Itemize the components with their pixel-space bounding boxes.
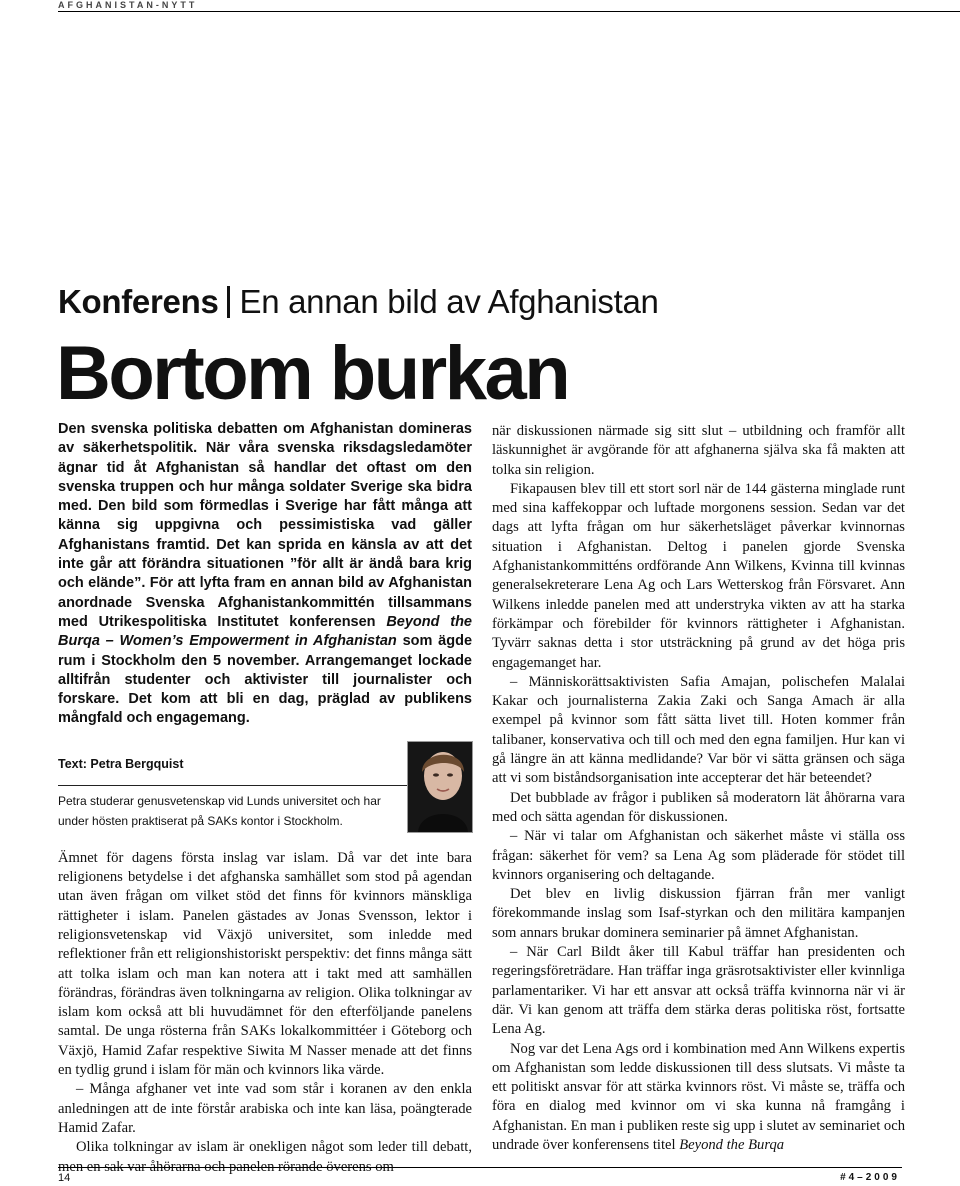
paragraph: Det blev en livlig diskussion fjärran från mer vanligt förekommande inslag som Isaf-styrkan och den militära kampanjen som annars brukar dominera seminarier på ämnet Afghanistan.: [492, 886, 905, 941]
right-column: [492, 422, 905, 1155]
article-kicker: [58, 280, 918, 324]
author-photo: [407, 741, 473, 833]
paragraph: Fikapausen blev till ett stort sorl när de 144 gästerna minglade runt med sina kaffekoppar och luftade morgonens session. Sedan var det dags att lyfta frågan om hur säkerhetsläget påverkar kvinnornas situation i Afghanistan. Deltog i panelen gjorde Svenska Afghanistankommitténs ordförande Ann Wilkens, Kvinna till kvinnas generalsekreterare Lena Ag och Lars Wetterskog från Försvaret. Ann Wilkens inledde panelen med att understryka vikten av att ha starka förkämpar och förebilder för kvinnors rättigheter i Afghanistan. Tyvärr saknas detta i stor utsträckning på grund av det höga pris engagemanget har.: [492, 480, 905, 671]
paragraph: – Människorättsaktivisten Safia Amajan, polischefen Malalai Kakar och journalisterna Zakia Zaki och Sanga Amach är alla exempel på kvinnor som fått sätta livet till. Hoten kommer från talibaner, konservativa och till och med den egna familjen. Hur kan vi gå längre än att känna medlidande? Var bör vi sätta gränsen och säga att vi som biståndsorganisation inte accepterar det här beteendet?: [492, 673, 905, 787]
section-label: AFGHANISTAN-NYTT: [58, 0, 198, 10]
author-bio: Petra studerar genusvetenskap vid Lunds universitet och har under hösten praktiserat på SAKs kontor i Stockholm.: [58, 793, 381, 828]
paragraph: när diskussionen närmade sig sitt slut – utbildning och framför allt läskunnighet är avgörande för att afghanerna själva ska få makten att tolka sin religion.: [492, 423, 905, 478]
paragraph-last: [492, 1040, 905, 1156]
author-block: [58, 741, 472, 849]
kicker-category: Konferens: [58, 283, 219, 320]
lead-paragraph: [58, 420, 472, 729]
paragraph: – Många afghaner vet inte vad som står i koranen av den enkla anledningen att de inte förstår arabiska och inte kan läsa, poängterade Hamid Zafar.: [58, 1081, 472, 1136]
lead-text-2: som ägde rum i Stockholm den 5 november. Arrangemanget lockade alltifrån studenter och aktivister till journalister och forskare. Det kom att bli en dag, präglad av publikens mångfald och engagemang.: [58, 633, 473, 727]
page-number: 14: [58, 1172, 71, 1184]
author-divider: [58, 785, 408, 786]
left-column: [58, 420, 472, 1177]
conference-title-italic: Beyond the Burqa: [679, 1136, 785, 1153]
kicker-subtitle: En annan bild av Afghanistan: [239, 283, 659, 320]
paragraph: Olika tolkningar av islam är onekligen något som leder till debatt, men en sak var åhörarna och panelen rörande överens om: [58, 1139, 472, 1175]
top-rule: [58, 11, 960, 12]
lead-conference-title: Beyond the Burqa – Women’s Empowerment in Afghanistan: [58, 613, 472, 650]
bottom-rule: [58, 1167, 902, 1168]
author-portrait-image: [408, 742, 472, 832]
paragraph: – När Carl Bildt åker till Kabul träffar han presidenten och regeringsföreträdare. Han träffar inga gräsrotsaktivister eller kvinnliga parlamentariker. Vi har ett ansvar att också träffa kvinnorna när vi är där. Vi kan genom att träffa dem stärka deras politiska röst, fortsatte Lena Ag.: [492, 944, 905, 1038]
paragraph: Ämnet för dagens första inslag var islam. Då var det inte bara religionens betydelse i det afghanska samhället som stod på agendan utan även frågan om vilket stöd det finns för kvinnors mänskliga rättigheter i islam. Panelen gästades av Jonas Svensson, lektor i religionsvetenskap vid Växjö universitet, som inledde med reflektioner från ett religionshistoriskt perspektiv: det finns många sätt att tolka islam och man kan notera att i takt med att samhällen förändras, förändras även tolkningarna av religion. Olika tolkningar av islam kom också att bli huvudämnet för den efterföljande panelens samtal. De unga rösterna från SAKs lokalkommittéer i Göteborg och Växjö, Hamid Zafar respektive Siwita M Nasser menade att det finns en tydlig grund i islam för män och kvinnors lika värde.: [58, 849, 472, 1079]
lead-text-1: Den svenska politiska debatten om Afghanistan domineras av säkerhetspolitik. När våra svenska riksdagsledamöter ägnar tid åt Afghanistan så handlar det oftast om den svenska truppen och hur många soldater Sverige ska bidra med. Den bild som förmedlas i Sverige har fått många att känna sig uppgivna och pessimistiska vad gäller Afghanistans framtid. Det kan sprida en känsla av att det inte går att förändra situationen ”för allt är ändå bara krig och elände”. För att lyfta fram en annan bild av Afghanistan anordnade Svenska Afghanistankommittén tillsammans med Utrikespolitiska Institutet konferensen: [58, 421, 472, 630]
paragraph: Det bubblade av frågor i publiken så moderatorn lät åhörarna vara med och sätta agendan för diskussionen.: [492, 789, 905, 825]
byline: Text: Petra Bergquist: [58, 756, 184, 771]
paragraph: – När vi talar om Afghanistan och säkerhet måste vi ställa oss frågan: säkerhet för vem? sa Lena Ag som pläderade för stödet till kvinnors organisering och deltagande.: [492, 828, 905, 883]
headline: Bortom burkan: [56, 331, 569, 416]
body-left: [58, 849, 472, 1177]
kicker-separator: [227, 286, 230, 318]
issue-number: #4–2009: [840, 1172, 900, 1183]
paragraph-text: Nog var det Lena Ags ord i kombination med Ann Wilkens expertis om Afghanistan som ledde diskussionen till dess slutsats. Vi måste ta ett politiskt ansvar för att stärka kvinnors röst. Vi måste se, träffa och föra en dialog med kvinnor om vi ska kunna nå framgång i Afghanistan. En man i publiken reste sig upp i slutet av seminariet och undrade över konferensens titel: [492, 1040, 905, 1153]
